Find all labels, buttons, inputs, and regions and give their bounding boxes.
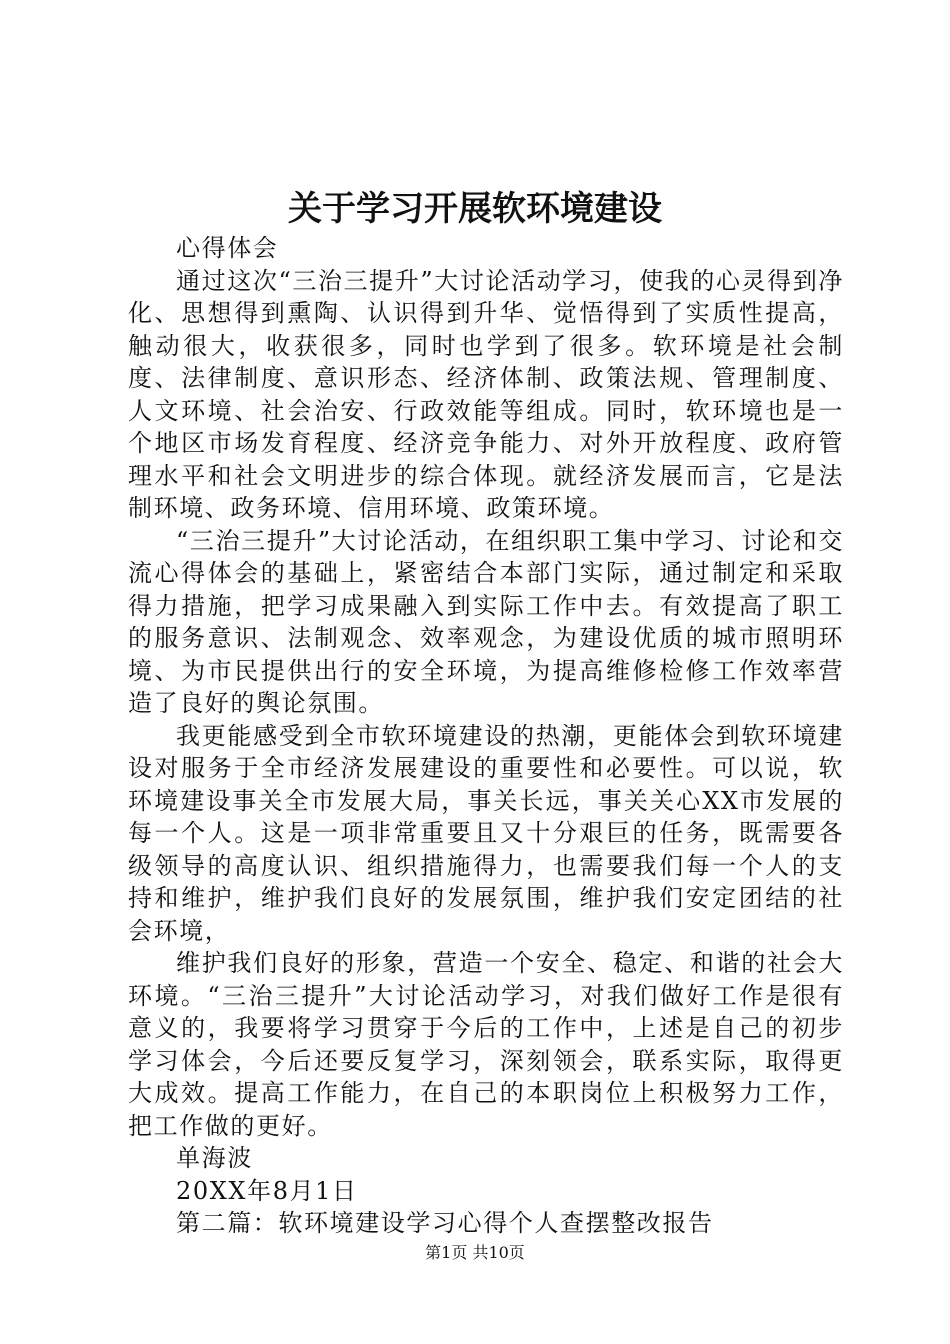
author-name: 单海波 [176,1144,253,1172]
next-section-heading: 第二篇：软环境建设学习心得个人查摆整改报告 [176,1209,714,1237]
paragraph-4: 维护我们良好的形象，营造一个安全、稳定、和谐的社会大环境。“三治三提升”大讨论活动学习，对我们做好工作是很有意义的，我要将学习贯穿于今后的工作中，上述是自己的初步学习体会，今后还要反复学习，深刻领会，联系实际，取得更大成效。提高工作能力，在自己的本职岗位上积极努力工作，把工作做的更好。 [128,949,844,1140]
paragraph-1: 通过这次“三治三提升”大讨论活动学习，使我的心灵得到净化、思想得到熏陶、认识得到升华、觉悟得到了实质性提高，触动很大，收获很多，同时也学到了很多。软环境是社会制度、法律制度、意识形态、经济体制、政策法规、管理制度、人文环境、社会治安、行政效能等组成。同时，软环境也是一个地区市场发育程度、经济竞争能力、对外开放程度、政府管理水平和社会文明进步的综合体现。就经济发展而言，它是法制环境、政务环境、信用环境、政策环境。 [128,266,844,522]
document-subtitle: 心得体会 [176,234,279,262]
document-title: 关于学习开展软环境建设 [288,189,662,229]
document-date: 20XX年8月1日 [176,1176,358,1205]
paragraph-2: “三治三提升”大讨论活动，在组织职工集中学习、讨论和交流心得体会的基础上，紧密结合本部门实际，通过制定和采取得力措施，把学习成果融入到实际工作中去。有效提高了职工的服务意识、法制观念、效率观念，为建设优质的城市照明环境、为市民提供出行的安全环境，为提高维修检修工作效率营造了良好的舆论氛围。 [128,526,844,717]
document-body [128,232,844,1240]
paragraph-3: 我更能感受到全市软环境建设的热潮，更能体会到软环境建设对服务于全市经济发展建设的重要性和必要性。可以说，软环境建设事关全市发展大局，事关长远，事关关心XX市发展的每一个人。这是一项非常重要且又十分艰巨的任务，既需要各级领导的高度认识、组织措施得力，也需要我们每一个人的支持和维护，维护我们良好的发展氛围，维护我们安定团结的社会环境， [128,721,844,945]
page-footer: 第1页 共10页 [425,1243,525,1262]
